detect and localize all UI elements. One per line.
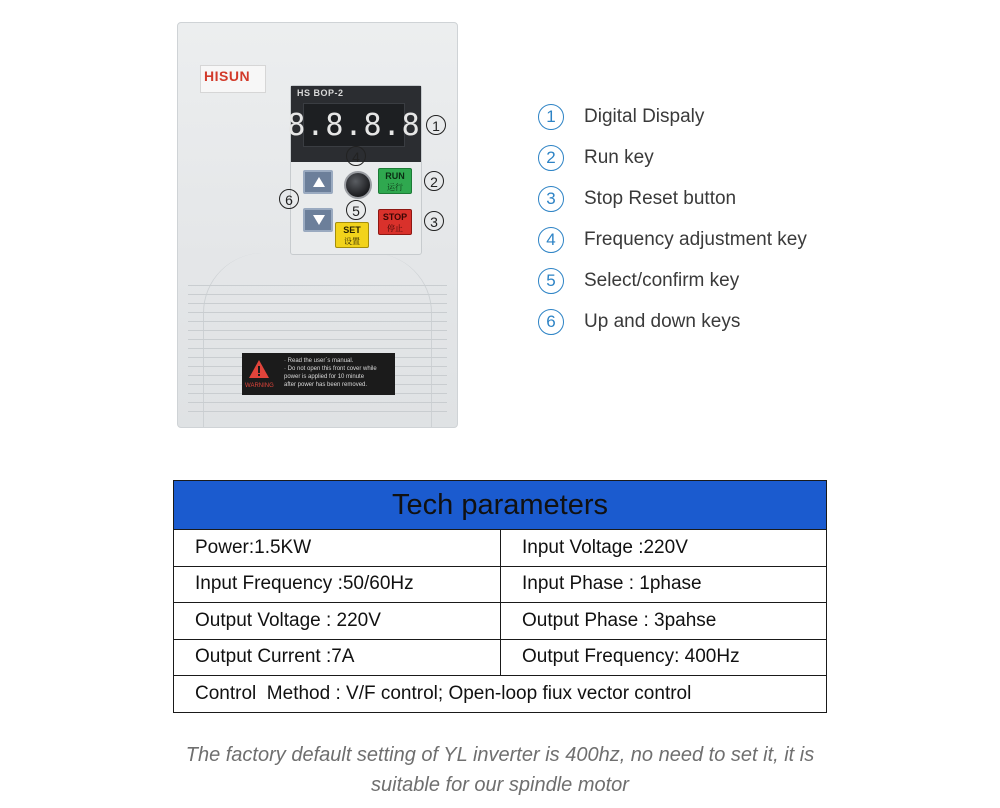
- legend-number: 5: [538, 268, 564, 294]
- warning-text: [284, 357, 392, 389]
- callout-3: 3: [424, 211, 444, 231]
- digital-display: [287, 103, 421, 147]
- table-header-row: [174, 481, 827, 530]
- run-key: [378, 168, 412, 194]
- set-key: [335, 222, 369, 248]
- table-cell: Output Frequency: 400Hz: [501, 639, 827, 676]
- callout-2: 2: [424, 171, 444, 191]
- legend-number: 3: [538, 186, 564, 212]
- table-row: [174, 566, 827, 603]
- legend-label: Select/confirm key: [584, 270, 740, 291]
- note-line: suitable for our spindle motor: [371, 774, 629, 796]
- legend-label: Frequency adjustment key: [584, 229, 807, 250]
- warning-triangle-icon: [248, 359, 270, 379]
- callout-6: 6: [279, 189, 299, 209]
- stop-key-label: STOP: [382, 212, 408, 222]
- arrow-up-icon: [312, 176, 326, 188]
- arrow-down-icon: [312, 214, 326, 226]
- table-cell: Input Phase : 1phase: [501, 566, 827, 603]
- brand-logo: HISUN: [204, 68, 251, 84]
- frequency-knob: [344, 171, 372, 199]
- inverter-device-image: [177, 22, 458, 428]
- legend-number: 2: [538, 145, 564, 171]
- set-key-cn-label: 设置: [344, 237, 360, 246]
- table-row: [174, 530, 827, 567]
- down-key: [303, 208, 333, 232]
- operator-panel: [287, 85, 422, 255]
- factory-setting-note: [150, 740, 850, 800]
- warning-line: · Do not open this front cover while: [284, 366, 377, 372]
- table-row: [174, 639, 827, 676]
- warning-word: WARNING: [245, 383, 274, 389]
- display-readout: 8.8.8.8: [287, 107, 421, 143]
- set-key-label: SET: [343, 225, 361, 235]
- warning-line: power is applied for 10 minute: [284, 374, 365, 380]
- legend-label: Digital Dispaly: [584, 106, 705, 127]
- table-cell: Output Voltage : 220V: [174, 603, 501, 640]
- table-cell: Output Phase : 3pahse: [501, 603, 827, 640]
- stop-key: [378, 209, 412, 235]
- legend-number: 1: [538, 104, 564, 130]
- up-key: [303, 170, 333, 194]
- table-title: Tech parameters: [174, 481, 827, 530]
- tech-parameters-table: [173, 480, 827, 713]
- table-row: [174, 676, 827, 713]
- callout-4: 4: [346, 146, 366, 166]
- table-row: [174, 603, 827, 640]
- table-cell: Input Voltage :220V: [501, 530, 827, 567]
- panel-model-label: HS BOP-2: [297, 88, 344, 98]
- legend-number: 6: [538, 309, 564, 335]
- callout-5: 5: [346, 200, 366, 220]
- note-line: The factory default setting of YL inverter is 400hz, no need to set it, it is: [185, 744, 815, 766]
- table-cell: Power:1.5KW: [174, 530, 501, 567]
- control-method-cell: Control Method : V/F control; Open-loop fiux vector control: [174, 676, 827, 713]
- warning-line: after power has been removed.: [284, 382, 368, 388]
- table-cell: Output Current :7A: [174, 639, 501, 676]
- legend-label: Run key: [584, 147, 654, 168]
- table-cell: Input Frequency :50/60Hz: [174, 566, 501, 603]
- run-key-label: RUN: [385, 171, 405, 181]
- legend-label: Up and down keys: [584, 311, 741, 332]
- legend-number: 4: [538, 227, 564, 253]
- stop-key-cn-label: 停止: [387, 224, 403, 233]
- warning-line: · Read the user`s manual.: [284, 358, 354, 364]
- run-key-cn-label: 运行: [387, 183, 403, 192]
- warning-label: [242, 353, 395, 395]
- legend-label: Stop Reset button: [584, 188, 737, 209]
- callout-1: 1: [426, 115, 446, 135]
